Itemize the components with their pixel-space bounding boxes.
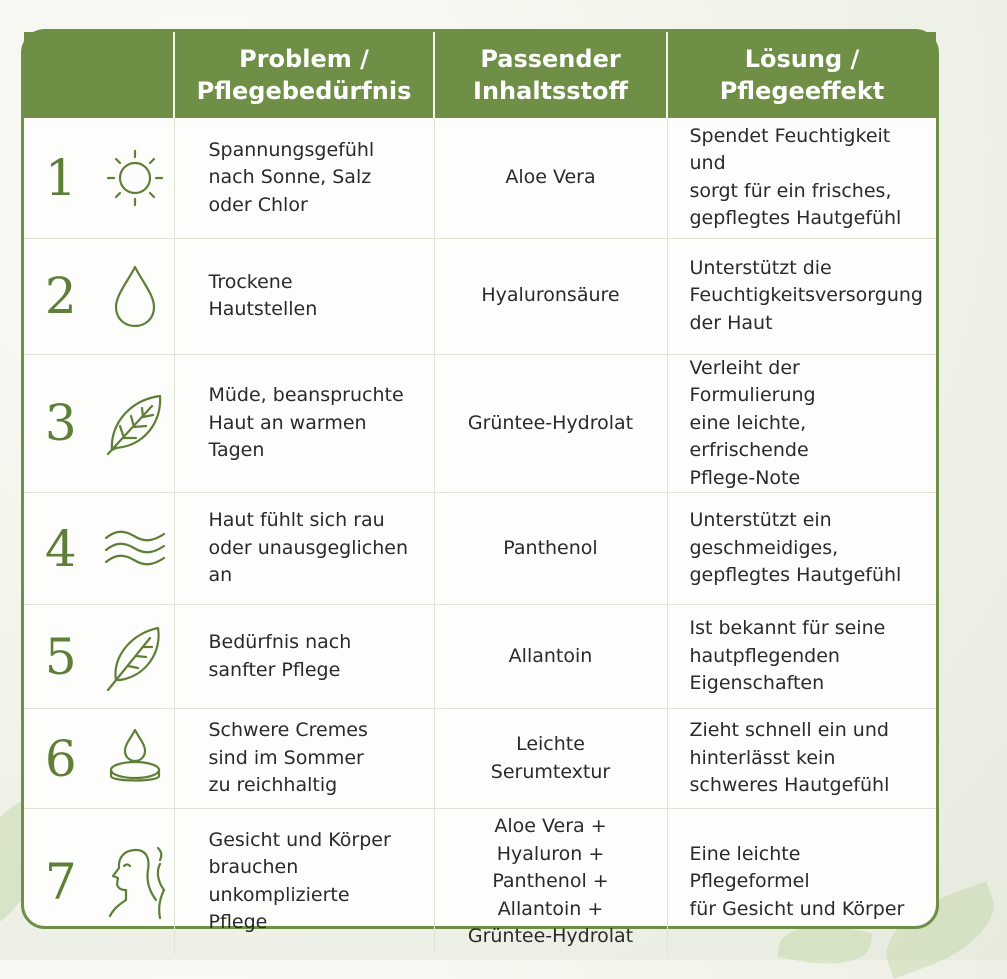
row-number-cell [24, 354, 174, 493]
table-row [24, 238, 936, 354]
waves-icon [102, 514, 168, 584]
row-number-cell [24, 493, 174, 605]
row-number-cell [24, 605, 174, 709]
face-body-icon [102, 842, 168, 922]
header-problem: Problem / Pflegebedürfnis [174, 32, 434, 118]
header-icon-column [24, 32, 174, 118]
row-number: 2 [44, 267, 77, 325]
table-row [24, 809, 936, 955]
row-number: 7 [44, 852, 77, 911]
row-number-cell [24, 118, 174, 238]
problem-cell: Bedürfnis nach sanfter Pflege [174, 605, 434, 709]
problem-cell: Müde, beanspruchte Haut an warmen Tagen [174, 354, 434, 493]
table-row [24, 354, 936, 493]
row-number-cell [24, 709, 174, 809]
ingredient-cell: Aloe Vera + Hyaluron + Panthenol + Allantoin + Grüntee-Hydrolat [434, 809, 667, 955]
solution-cell: Spendet Feuchtigkeit und sorgt für ein frisches, gepflegtes Hautgefühl [667, 118, 936, 238]
ingredient-cell: Aloe Vera [434, 118, 667, 238]
row-number: 6 [44, 729, 77, 788]
table-row [24, 493, 936, 605]
leaf-icon [102, 388, 168, 458]
feather-icon [102, 622, 168, 692]
header-solution: Lösung / Pflegeeffekt [667, 32, 936, 118]
table-header-row [24, 32, 936, 118]
solution-cell: Eine leichte Pflegeformel für Gesicht und Körper [689, 842, 905, 920]
problem-cell: Trockene Hautstellen [174, 238, 434, 354]
row-number: 3 [44, 394, 77, 453]
solution-cell: Ist bekannt für seine hautpflegenden Eigenschaften [667, 605, 936, 709]
table-row [24, 709, 936, 809]
ingredient-cell: Panthenol [434, 493, 667, 605]
sun-icon [102, 143, 168, 213]
ingredient-cell: Grüntee-Hydrolat [434, 354, 667, 493]
row-number-cell [24, 809, 174, 955]
header-ingredient: Passender Inhaltsstoff [434, 32, 667, 118]
ingredient-cell: Leichte Serumtextur [434, 709, 667, 809]
problem-cell: Spannungsgefühl nach Sonne, Salz oder Chlor [174, 118, 434, 238]
solution-cell: Unterstützt die Feuchtigkeitsversorgung der Haut [667, 238, 936, 354]
water-drop-icon [102, 261, 168, 331]
problem-cell: Gesicht und Körper brauchen unkomplizierte Pflege [174, 809, 434, 955]
problem-cell: Haut fühlt sich rau oder unausgeglichen an [174, 493, 434, 605]
table-row [24, 118, 936, 238]
solution-cell: Zieht schnell ein und hinterlässt kein schweres Hautgefühl [667, 709, 936, 809]
row-number-cell [24, 238, 174, 354]
ingredient-table [24, 32, 936, 955]
row-number: 5 [44, 627, 77, 686]
ingredient-cell: Allantoin [434, 605, 667, 709]
solution-cell: Unterstützt ein geschmeidiges, gepflegtes Hautgefühl [667, 493, 936, 605]
solution-cell: Verleiht der Formulierung eine leichte, erfrischende Pflege-Note [667, 354, 936, 493]
ingredient-cell: Hyaluronsäure [434, 238, 667, 354]
problem-cell: Schwere Cremes sind im Sommer zu reichhaltig [174, 709, 434, 809]
row-number: 4 [44, 519, 77, 578]
row-number: 1 [44, 148, 77, 207]
ingredient-table-card [21, 29, 939, 947]
table-row [24, 605, 936, 709]
serum-drop-icon [102, 724, 168, 794]
